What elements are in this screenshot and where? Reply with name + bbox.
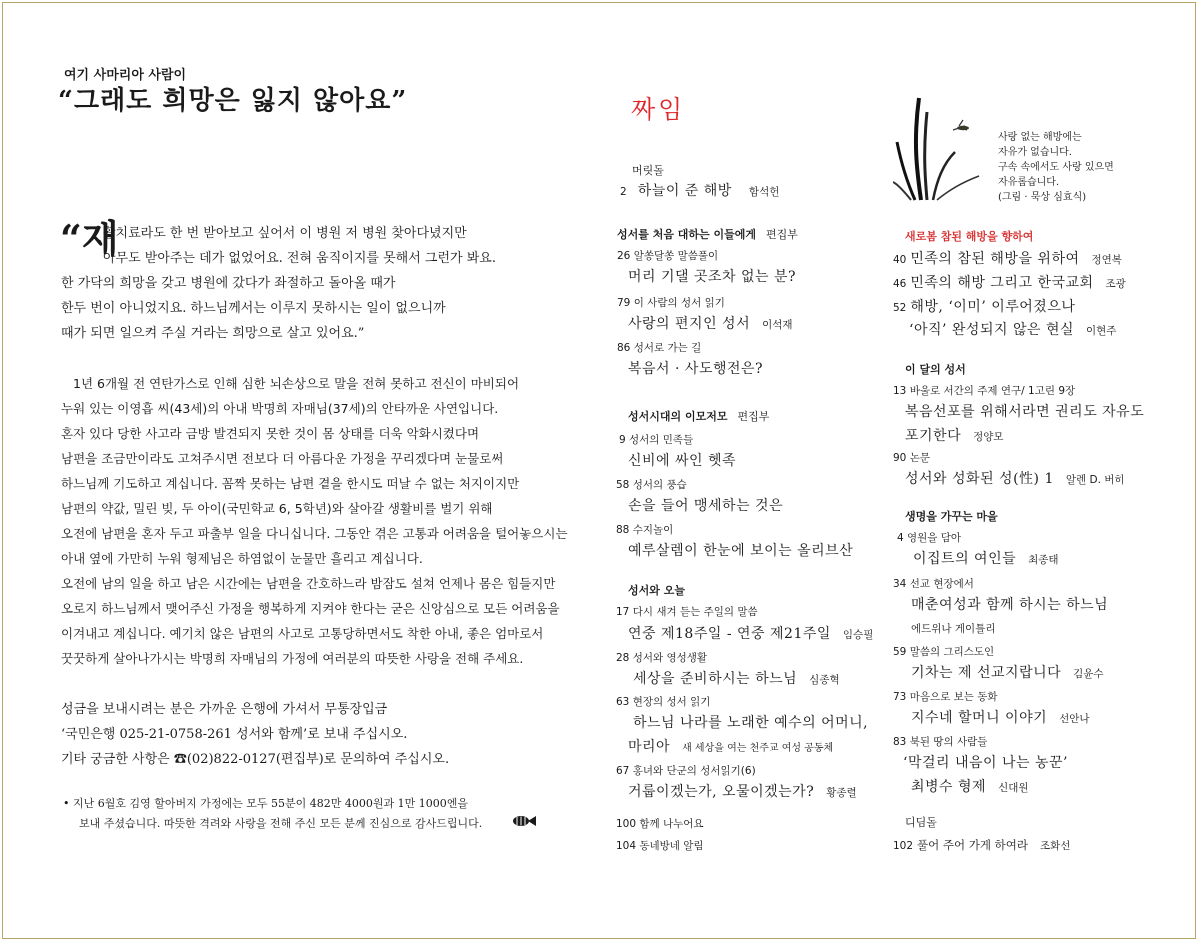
toc-entry-title: 풀어 주어 가게 하여라 [917, 838, 1028, 852]
toc-entry-category: 90 논문 [893, 452, 930, 464]
toc-entry-author: 정연복 [1091, 254, 1122, 266]
donation-line: 성금을 보내시려는 분은 가까운 은행에 가셔서 무통장입금 [61, 702, 388, 717]
toc-entry-author: 에드위나 게이틀리 [911, 623, 996, 635]
toc-page-number: 46 [893, 278, 907, 290]
toc-entry-author: 선안나 [1059, 713, 1090, 725]
toc-entry[interactable] [620, 180, 779, 200]
toc-section-label: 디딤돌 [905, 816, 937, 829]
toc-entry-author: 심종혁 [809, 674, 840, 686]
toc-section-label: 생명을 가꾸는 마을 [905, 510, 998, 523]
donation-line: ‘국민은행 025-21-0758-261 성서와 함께’로 보내 주십시오. [61, 727, 408, 742]
body-line: 꿋꿋하게 살아나가시는 박명희 자매님의 가정에 여러분의 따뜻한 사랑을 전해 주세요. [61, 651, 524, 666]
body-line: 오로지 하느님께서 맺어주신 가정을 행복하게 지켜야 한다는 굳은 신앙심으로 모든 어려움을 [61, 601, 560, 616]
toc-heading: 짜임 [631, 95, 686, 124]
toc-section-label: 새로봄 참된 해방을 향하여 [905, 230, 1034, 243]
donation-line: 기타 궁금한 사항은 ☎(02)822-0127(편집부)로 문의하여 주십시오. [61, 752, 450, 767]
toc-entry-category: 59 말씀의 그리스도인 [893, 646, 995, 658]
body-line: 오전에 남편을 혼자 두고 파출부 일을 다니십니다. 그동안 겪은 고통과 어려움을 털어놓으시는 [61, 526, 568, 541]
toc-entry[interactable] [893, 248, 1122, 268]
toc-entry-title: 민족의 참된 해방을 위하여 [910, 251, 1080, 267]
toc-entry-category: 9 성서의 민족들 [619, 434, 694, 446]
toc-entry-title: 성서와 성화된 성(性) 1 [905, 471, 1054, 487]
toc-entry[interactable] [909, 319, 1116, 339]
toc-entry[interactable] [633, 668, 840, 688]
thanks-note-line: • 지난 6월호 김영 할아버지 가정에는 모두 55분이 482만 4000원과 1만 1000엔을 [63, 797, 468, 810]
toc-page-number: 2 [620, 186, 627, 198]
toc-entry-category: 58 성서의 풍습 [616, 479, 687, 491]
toc-page-number: 52 [893, 302, 907, 314]
toc-entry[interactable] [905, 425, 1004, 445]
toc-entry-title[interactable]: 신비에 싸인 헷족 [628, 453, 737, 469]
column-kicker: 여기 사마리아 사람이 [64, 68, 187, 83]
toc-entry-category: 88 수지놀이 [616, 524, 674, 536]
toc-entry-author: 최종태 [1028, 554, 1059, 566]
toc-entry-category: 67 홍녀와 단군의 성서읽기(6) [616, 765, 756, 777]
toc-entry[interactable]: 104 동네방네 알림 [616, 840, 704, 852]
toc-page-number: 40 [893, 254, 907, 266]
toc-entry[interactable] [893, 834, 1070, 853]
toc-entry[interactable] [911, 707, 1090, 727]
toc-entry-author: 김윤수 [1073, 668, 1104, 680]
drop-quote-mark: “재 [60, 216, 119, 261]
toc-entry-title: 지수네 할머니 이야기 [911, 710, 1048, 726]
toc-entry[interactable] [628, 313, 793, 333]
toc-entry-author: 조화선 [1040, 840, 1071, 852]
toc-section-editor: 편집부 [766, 228, 798, 241]
quote-line: 때가 되면 일으켜 주실 거라는 희망으로 살고 있어요.” [61, 326, 365, 341]
toc-entry-title[interactable]: 복음선포를 위해서라면 권리도 자유도 [905, 404, 1145, 420]
quote-line: 한 가닥의 희망을 갖고 병원에 갔다가 좌절하고 돌아올 때가 [61, 276, 396, 291]
toc-entry[interactable] [628, 736, 833, 756]
toc-section-label: 성서와 오늘 [628, 584, 685, 597]
article-title: “그래도 희망은 잃지 않아요” [58, 86, 408, 116]
toc-entry-category: 34 선교 현장에서 [893, 578, 974, 590]
body-line: 하느님께 기도하고 계십니다. 꼼짝 못하는 남편 곁을 한시도 떠날 수 없는 처지이지만 [61, 476, 520, 491]
toc-entry-title: 사랑의 편지인 성서 [628, 316, 751, 332]
toc-entry-author: 조광 [1105, 278, 1126, 290]
body-line: 혼자 있다 당한 사고라 금방 발견되지 못한 것이 몸 상태를 더욱 악화시켰다며 [61, 426, 480, 441]
toc-entry-title: 마리아 [628, 739, 671, 755]
toc-section-title: 성서를 처음 대하는 이들에게 [617, 228, 756, 241]
toc-entry[interactable] [913, 548, 1059, 568]
toc-entry-category: 28 성서와 영성생활 [616, 652, 708, 664]
quote-line: 활치료라도 한 번 받아보고 싶어서 이 병원 저 병원 찾아다녔지만 [103, 226, 467, 241]
toc-entry-title: 하늘이 준 해방 [637, 183, 732, 199]
toc-entry-title: ‘아직’ 완성되지 않은 현실 [909, 322, 1074, 338]
toc-entry[interactable] [628, 623, 873, 643]
toc-entry-title: 연중 제18주일 - 연중 제21주일 [628, 626, 831, 642]
painting-caption-line: 사랑 없는 해방에는 [998, 132, 1082, 143]
body-line: 남편을 조금만이라도 고쳐주시면 전보다 더 아름다운 가정을 꾸리겠다며 눈물로써 [61, 451, 504, 466]
toc-entry-title: 포기한다 [905, 428, 962, 444]
painting-caption-line: 구속 속에서도 사랑 있으면 [998, 162, 1114, 173]
toc-entry-author: 정양모 [973, 431, 1004, 443]
toc-entry-category: 63 현장의 성서 읽기 [616, 696, 711, 708]
toc-entry-title[interactable]: 머리 기댈 곳조차 없는 분? [628, 269, 797, 285]
toc-entry-title[interactable]: ‘막걸리 내음이 나는 농꾼’ [903, 755, 1068, 771]
toc-entry[interactable]: 100 함께 나누어요 [616, 818, 704, 830]
toc-entry-author: 신대원 [998, 782, 1029, 794]
toc-entry-author: 이석재 [762, 319, 793, 331]
toc-entry-title: 이집트의 여인들 [913, 551, 1017, 567]
toc-entry-title: 세상을 준비하시는 하느님 [633, 671, 798, 687]
painting-caption-line: (그림 · 묵상 심효식) [998, 192, 1087, 203]
body-line: 이겨내고 계십니다. 예기치 않은 남편의 사고로 고통당하면서도 착한 아내, 좋은 엄마로서 [61, 626, 544, 641]
body-line: 1년 6개월 전 연탄가스로 인해 심한 뇌손상으로 말을 전혀 못하고 전신이 마비되어 [73, 376, 520, 391]
toc-entry-author: 새 세상을 여는 천주교 여성 공동체 [682, 743, 834, 754]
quote-line: 한두 번이 아니었지요. 하느님께서는 이루지 못하시는 일이 없으니까 [61, 301, 446, 316]
painting-caption-line: 자유가 없습니다. [998, 147, 1072, 158]
toc-entry[interactable] [911, 776, 1029, 796]
toc-entry-title: 해방, ‘이미’ 이루어졌으나 [910, 299, 1076, 315]
toc-entry-author: 임승필 [842, 629, 874, 641]
toc-entry[interactable] [893, 296, 1075, 316]
toc-entry-title[interactable]: 예루살렘이 한눈에 보이는 올리브산 [628, 543, 854, 559]
toc-entry-author: 이현주 [1086, 325, 1117, 337]
toc-entry-category: 79 이 사람의 성서 읽기 [617, 297, 725, 309]
toc-entry-title: 기차는 제 선교지랍니다 [911, 665, 1062, 681]
toc-entry-title: 최병수 형제 [911, 779, 987, 795]
toc-entry-category: 83 북된 땅의 사람들 [893, 736, 988, 748]
toc-entry-title[interactable]: 매춘여성과 함께 하시는 하느님 [911, 597, 1109, 613]
toc-section-label [628, 408, 769, 424]
toc-page-number: 102 [893, 840, 914, 852]
toc-entry[interactable] [905, 468, 1125, 488]
toc-entry[interactable] [893, 272, 1126, 292]
body-line: 오전에 남의 일을 하고 남은 시간에는 남편을 간호하느라 밤잠도 설쳐 언제나 몸은 힘들지만 [61, 576, 556, 591]
toc-entry-author: 함석헌 [748, 186, 780, 198]
toc-entry-category: 26 알쏭달쏭 말씀풀이 [617, 250, 719, 262]
toc-entry-title: 거룹이겠는가, 오물이겠는가? [628, 784, 815, 800]
toc-section-title: 성서시대의 이모저모 [628, 410, 728, 423]
toc-entry-author: 황종렬 [826, 787, 857, 799]
toc-section-label: 이 달의 성서 [905, 363, 966, 376]
toc-entry-title: 민족의 해방 그리고 한국교회 [910, 275, 1094, 291]
toc-entry-category: 17 다시 새겨 듣는 주일의 말씀 [616, 606, 758, 618]
painting-caption-line: 자유롭습니다. [998, 177, 1060, 188]
toc-entry-category: 4 영원을 담아 [897, 532, 962, 544]
toc-entry-category: 13 바울로 서간의 주제 연구/ 1고린 9장 [893, 385, 1076, 397]
thanks-note-line: 보내 주셨습니다. 따뜻한 격려와 사랑을 전해 주신 모든 분께 진심으로 감사드립니다. [79, 817, 483, 830]
toc-entry-title[interactable]: 손을 들어 맹세하는 것은 [628, 498, 784, 514]
toc-section-label [617, 226, 798, 242]
toc-entry-category: 86 성서로 가는 길 [617, 342, 702, 354]
body-line: 누워 있는 이영흡 씨(43세)의 아내 박명희 자매님(37세)의 안타까운 사연입니다. [61, 401, 499, 416]
toc-entry-author: 알렌 D. 버히 [1065, 474, 1125, 486]
toc-section-editor: 편집부 [737, 410, 770, 423]
toc-entry[interactable] [628, 781, 857, 801]
toc-section-label: 머릿돌 [632, 164, 664, 177]
toc-entry-title[interactable]: 복음서 · 사도행전은? [628, 361, 764, 377]
toc-entry-title[interactable]: 하느님 나라를 노래한 예수의 어머니, [633, 715, 869, 731]
body-line: 남편의 약값, 밀린 빚, 두 아이(국민학교 6, 5학년)와 살아갈 생활비를 벌기 위해 [61, 501, 493, 516]
toc-entry[interactable] [911, 662, 1104, 682]
toc-entry-category: 73 마음으로 보는 동화 [893, 691, 998, 703]
body-line: 아내 옆에 가만히 누워 형제님은 하염없이 눈물만 흘리고 계십니다. [61, 551, 423, 566]
fish-icon [511, 815, 537, 827]
orchid-ink-painting [893, 92, 1003, 202]
quote-line: 아무도 받아주는 데가 없었어요. 전혀 움직이지를 못해서 그런가 봐요. [103, 251, 496, 266]
